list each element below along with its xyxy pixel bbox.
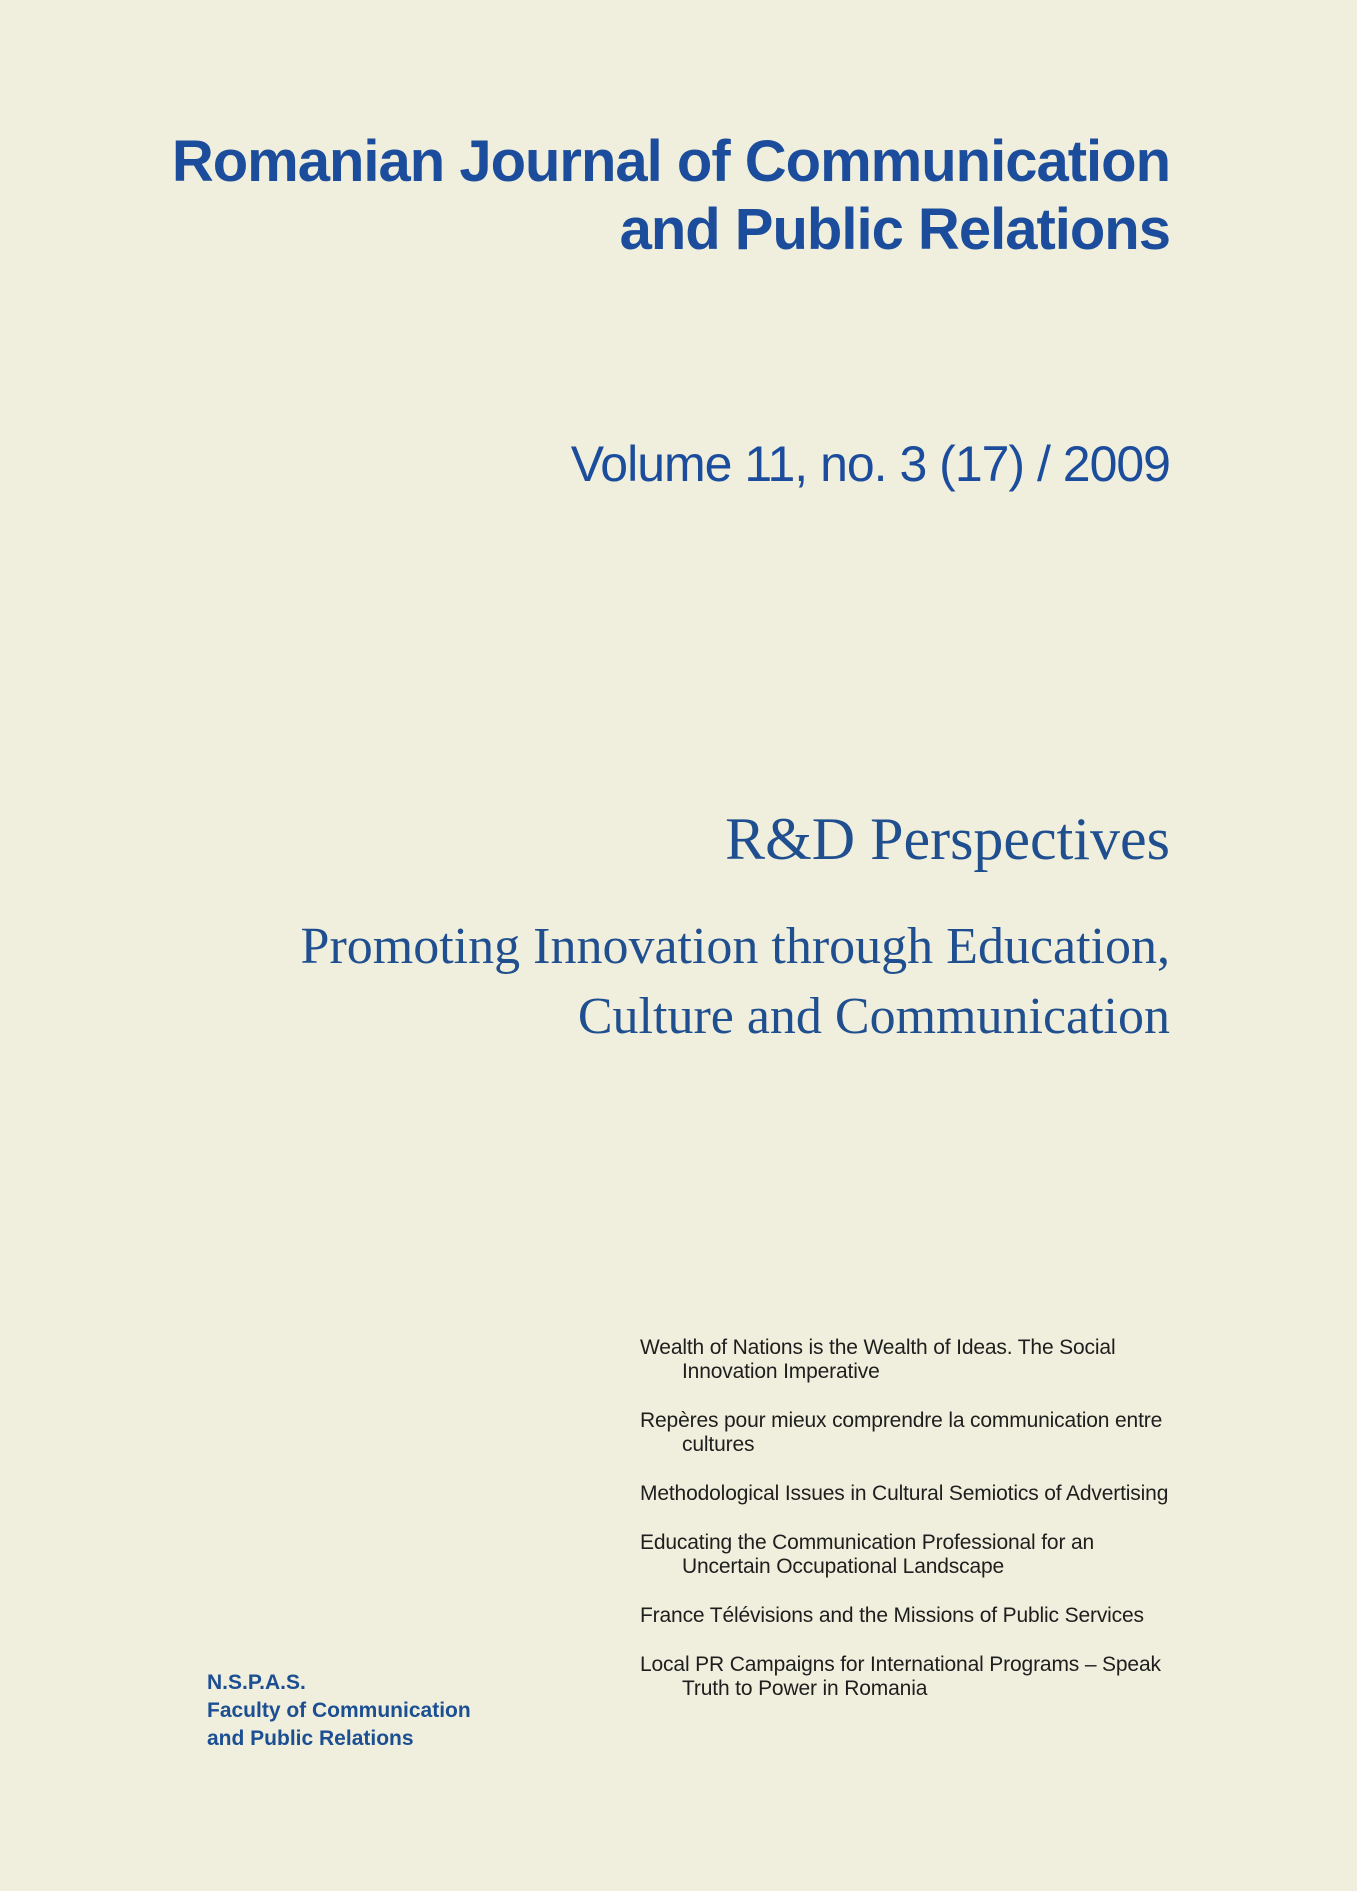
theme-heading-line2: Culture and Communication <box>577 988 1170 1045</box>
publisher-name-line2: and Public Relations <box>207 1727 414 1750</box>
publisher-block <box>207 1669 471 1753</box>
publisher-name-line1: Faculty of Communication <box>207 1699 471 1722</box>
publisher-acronym: N.S.P.A.S. <box>207 1671 306 1694</box>
toc-article-title: Methodological Issues in Cultural Semiotics of Advertising <box>640 1482 1169 1505</box>
table-of-contents <box>640 1336 1180 1726</box>
section-heading: R&D Perspectives <box>725 806 1170 872</box>
toc-article-title: Educating the Communication Professional for an Uncertain Occupational Landscape <box>640 1531 1095 1578</box>
toc-article-title: France Télévisions and the Missions of Public Services <box>640 1604 1144 1627</box>
journal-title-line2: and Public Relations <box>619 197 1170 262</box>
toc-article-title: Local PR Campaigns for International Programs – Speak Truth to Power in Romania <box>640 1653 1161 1700</box>
toc-article-title: Repères pour mieux comprendre la communication entre cultures <box>640 1409 1163 1456</box>
theme-heading-line1: Promoting Innovation through Education, <box>300 918 1170 975</box>
issue-info: Volume 11, no. 3 (17) / 2009 <box>570 436 1170 492</box>
theme-heading <box>301 912 1170 1052</box>
journal-title-line1: Romanian Journal of Communication <box>171 129 1170 194</box>
toc-article-title: Wealth of Nations is the Wealth of Ideas. The Social Innovation Imperative <box>640 1336 1116 1383</box>
journal-title <box>172 128 1170 264</box>
